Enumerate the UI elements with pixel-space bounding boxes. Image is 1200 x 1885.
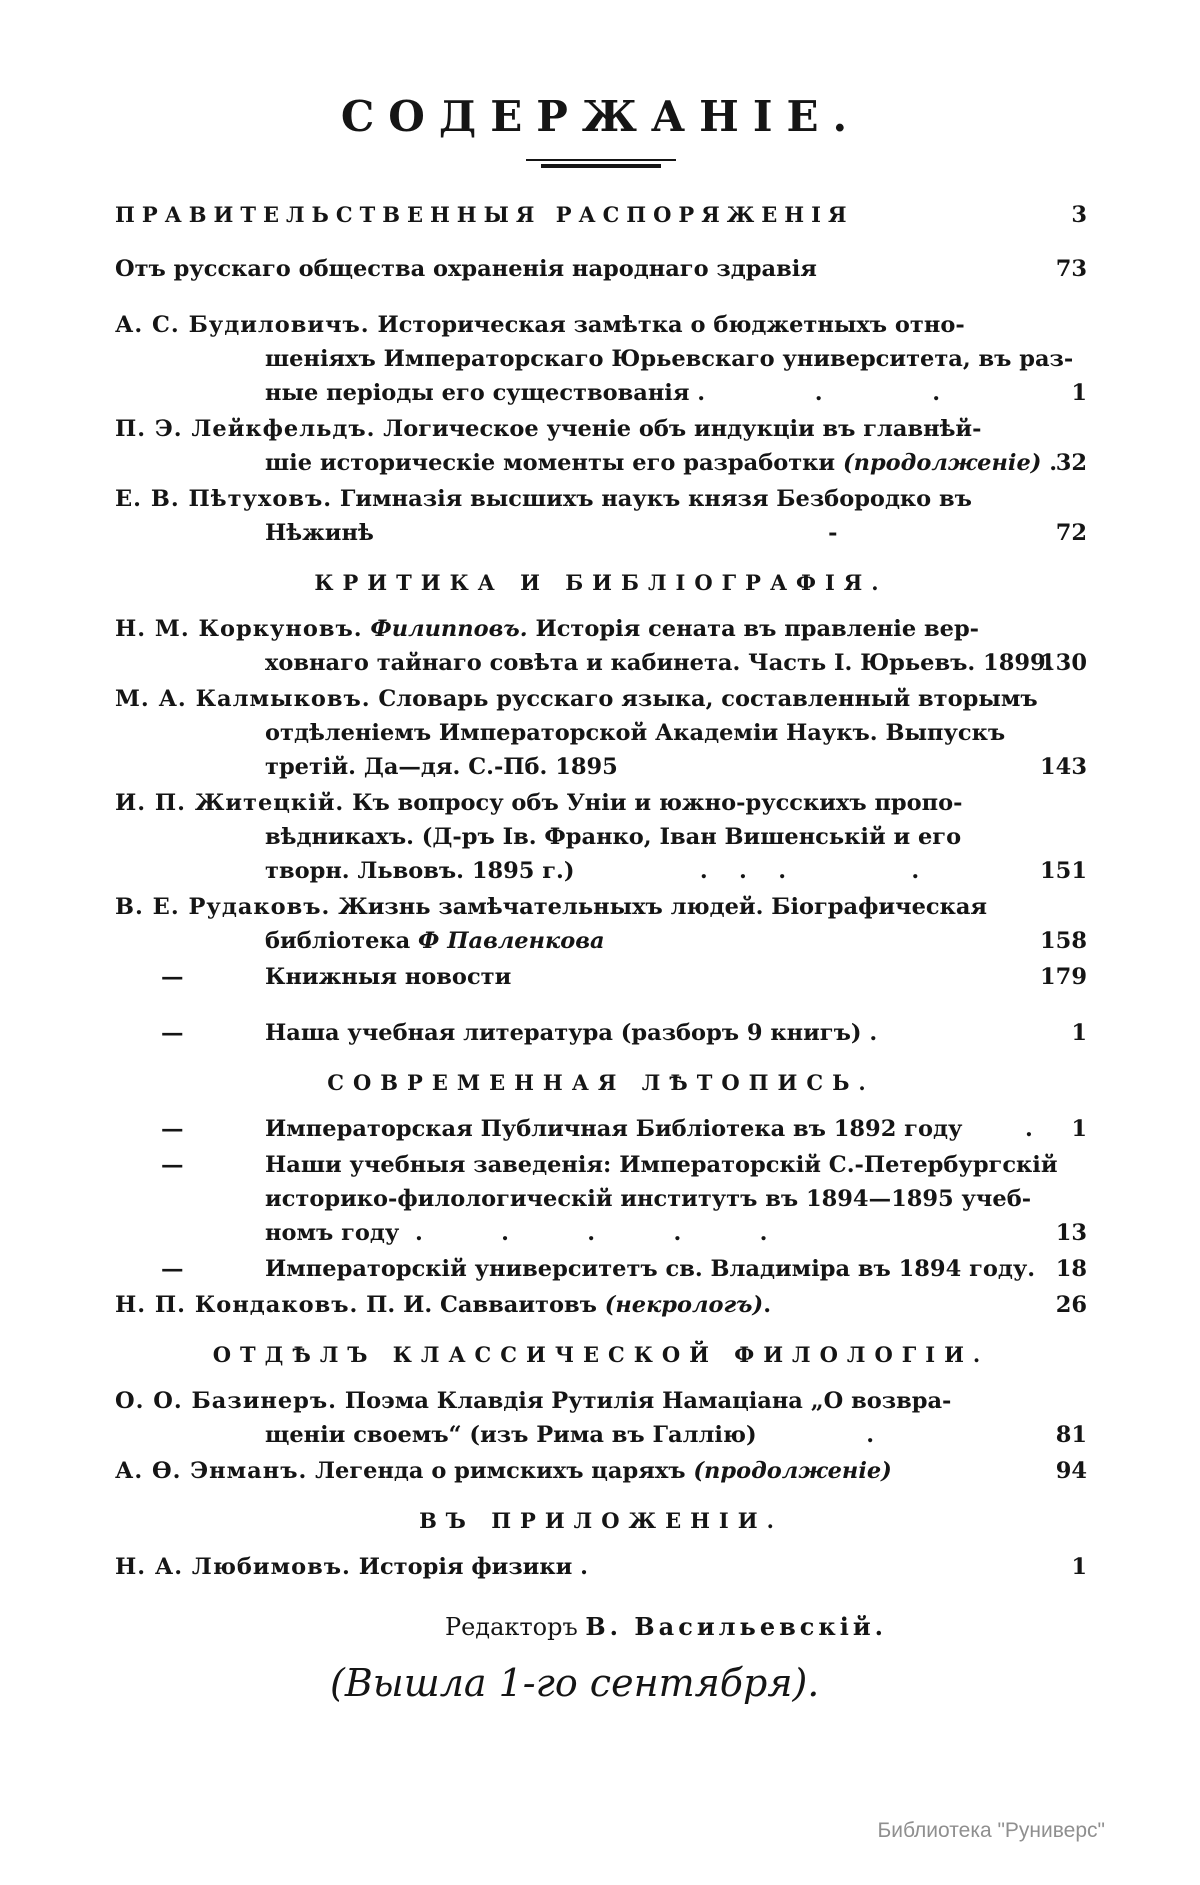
toc-line: [115, 1216, 1087, 1250]
entry-text-segment: номъ году . . . . .: [265, 1220, 768, 1246]
entry-text-segment: Отъ русскаго общества охраненія народнаго здравія: [115, 256, 817, 282]
entry-text: [115, 312, 965, 338]
toc-entry: [115, 1454, 1087, 1488]
entry-text: [115, 1020, 877, 1046]
toc-line: [115, 516, 1087, 550]
italic-text: Филипповъ.: [362, 616, 528, 642]
toc-line: [115, 1550, 1087, 1584]
entry-text: [265, 824, 961, 850]
toc-line: [115, 1252, 1087, 1286]
entry-text-segment: шіе историческіе моменты его разработки: [265, 450, 843, 476]
page-number: 179: [1040, 964, 1087, 990]
entry-text-segment: Исторія физики .: [350, 1554, 588, 1580]
title-divider: [526, 159, 676, 168]
entry-text: [115, 1152, 1058, 1178]
entry-text-segment: Поэма Клавдія Рутилія Намаціана „О возвра-: [337, 1388, 952, 1414]
toc-line: [115, 1148, 1087, 1182]
entry-text: [115, 416, 981, 442]
entry-text: [115, 790, 962, 816]
toc-entry: [115, 682, 1087, 784]
toc-entry: [115, 786, 1087, 888]
toc-entry: [115, 1112, 1087, 1146]
toc-entry: [115, 1148, 1087, 1250]
page-number: 1: [1071, 1020, 1087, 1046]
author-dash-placeholder: —: [161, 1152, 184, 1178]
table-of-contents: [115, 198, 1087, 1584]
author-name: П. Э. Лейкфельдъ.: [115, 416, 376, 442]
editor-name: В. Васильевскій.: [585, 1612, 887, 1641]
entry-text: [265, 346, 1073, 372]
author-name: О. О. Базинеръ.: [115, 1388, 337, 1414]
author-name: А. С. Будиловичъ.: [115, 312, 370, 338]
page-number: 1: [1071, 380, 1087, 406]
entry-text-segment: отдѣленіемъ Императорской Академіи Наукъ. Выпускъ: [265, 720, 1006, 746]
entry-text-segment: Наша учебная литература (разборъ 9 книгъ) .: [265, 1020, 878, 1046]
toc-entry: [115, 252, 1087, 286]
toc-entry: [115, 960, 1087, 994]
page-number: 1: [1071, 1554, 1087, 1580]
toc-line: [115, 1016, 1087, 1050]
divider-thick-rule: [541, 164, 661, 168]
toc-line: [115, 376, 1087, 410]
entry-text-segment: Гимназія высшихъ наукъ князя Безбородко въ: [332, 486, 972, 512]
section-header: СОВРЕМЕННАЯ ЛѢТОПИСЬ.: [327, 1070, 875, 1095]
toc-line: [115, 342, 1087, 376]
page-number: 32: [1055, 450, 1087, 476]
entry-text-segment: Императорскій университетъ св. Владиміра въ 1894 году.: [265, 1256, 1036, 1282]
toc-line: [115, 890, 1087, 924]
entry-text: [265, 1220, 767, 1246]
toc-entry: [115, 412, 1087, 480]
divider-thin-rule: [526, 159, 676, 161]
toc-line: [115, 1288, 1087, 1322]
toc-line: [115, 820, 1087, 854]
entry-text-segment: Наши учебныя заведенія: Императорскій С.-Петербургскій: [265, 1152, 1058, 1178]
author-name: Н. А. Любимовъ.: [115, 1554, 351, 1580]
entry-text: [265, 858, 919, 884]
entry-text: [265, 380, 940, 406]
entry-text: [265, 450, 1057, 476]
entry-text: [265, 1422, 874, 1448]
entry-text-segment: Жизнь замѣчательныхъ людей. Біографическая: [330, 894, 988, 920]
toc-entry: [115, 482, 1087, 550]
author-name: И. П. Житецкій.: [115, 790, 345, 816]
entry-text-segment: третій. Да—дя. С.-Пб. 1895: [265, 754, 618, 780]
entry-text-segment: щеніи своемъ“ (изъ Рима въ Галлію) .: [265, 1422, 875, 1448]
entry-text: [115, 894, 987, 920]
entry-text: [265, 520, 837, 546]
page-number: 3: [1071, 202, 1087, 228]
entry-text: [115, 964, 511, 990]
author-name: Н. П. Кондаковъ.: [115, 1292, 359, 1318]
author-name: В. Е. Рудаковъ.: [115, 894, 331, 920]
section-header: ВЪ ПРИЛОЖЕНІИ.: [419, 1508, 783, 1533]
library-watermark: Библиотека "Руниверс": [877, 1819, 1105, 1842]
toc-line: [115, 198, 1087, 232]
author-name: М. А. Калмыковъ.: [115, 686, 371, 712]
page-number: 18: [1055, 1256, 1087, 1282]
toc-line: [115, 924, 1087, 958]
entry-text-segment: ПРАВИТЕЛЬСТВЕННЫЯ РАСПОРЯЖЕНІЯ: [115, 202, 854, 227]
entry-text-segment: .: [1041, 450, 1058, 476]
page-number: 72: [1055, 520, 1087, 546]
italic-text: Ф Павленкова: [418, 928, 605, 954]
entry-text: [115, 486, 972, 512]
entry-text-segment: Историческая замѣтка о бюджетныхъ отно-: [369, 312, 965, 338]
toc-entry: [115, 890, 1087, 958]
page-number: 158: [1040, 928, 1087, 954]
page-number: 94: [1055, 1458, 1087, 1484]
toc-entry: [115, 308, 1087, 410]
page-number: 151: [1040, 858, 1087, 884]
entry-text-segment: Словарь русскаго языка, составленный вторымъ: [370, 686, 1038, 712]
entry-text-segment: творн. Львовъ. 1895 г.) . . . .: [265, 858, 920, 884]
toc-line: [115, 716, 1087, 750]
entry-text: [115, 616, 979, 642]
editor-label: Редакторъ: [444, 1613, 578, 1641]
entry-text: [265, 754, 618, 780]
toc-line: [115, 960, 1087, 994]
toc-line: [115, 612, 1087, 646]
toc-entry: [115, 1288, 1087, 1322]
entry-text-segment: Исторія сената въ правленіе вер-: [527, 616, 980, 642]
entry-text-segment: Логическое ученіе объ индукціи въ главнѣй-: [375, 416, 982, 442]
entry-text: [115, 1458, 892, 1484]
editor-line: [115, 1610, 1087, 1644]
toc-line: [115, 1182, 1087, 1216]
page-number: 81: [1055, 1422, 1087, 1448]
entry-text-segment: библіотека: [265, 928, 419, 954]
entry-text: [265, 650, 1054, 676]
toc-line: [115, 252, 1087, 286]
entry-text-segment: шеніяхъ Императорскаго Юрьевскаго университета, въ раз-: [265, 346, 1074, 372]
entry-text-segment: П. И. Савваитовъ: [358, 1292, 605, 1318]
toc-entry: [115, 1016, 1087, 1050]
entry-text: [115, 1292, 771, 1318]
toc-line: [115, 646, 1087, 680]
entry-text: [265, 928, 605, 954]
page-number: 143: [1040, 754, 1087, 780]
author-name: А. Ѳ. Энманъ.: [115, 1458, 308, 1484]
toc-content: [115, 0, 1087, 1708]
toc-line: [115, 1454, 1087, 1488]
entry-text-segment: Къ вопросу объ Уніи и южно-русскихъ пропо-: [344, 790, 963, 816]
toc-entry: [115, 1252, 1087, 1286]
italic-text: (продолженіе): [842, 450, 1042, 476]
toc-line: [115, 446, 1087, 480]
toc-entry: [115, 612, 1087, 680]
entry-text: [115, 202, 853, 228]
entry-text-segment: ные періоды его существованія . . .: [265, 380, 941, 406]
author-name: Е. В. Пѣтуховъ.: [115, 486, 333, 512]
toc-line: [115, 1384, 1087, 1418]
entry-text-segment: вѣдникахъ. (Д-ръ Ів. Франко, Іван Вишенській и его: [265, 824, 962, 850]
section-header: КРИТИКА И БИБЛІОГРАФІЯ.: [314, 570, 888, 595]
entry-text-segment: Легенда о римскихъ царяхъ: [307, 1458, 694, 1484]
page-title: СОДЕРЖАНІЕ.: [340, 92, 862, 141]
toc-line: [115, 308, 1087, 342]
toc-line: [115, 854, 1087, 888]
author-dash-placeholder: —: [161, 964, 184, 990]
section-header: ОТДѢЛЪ КЛАССИЧЕСКОЙ ФИЛОЛОГІИ.: [212, 1342, 990, 1367]
entry-text: [265, 720, 1005, 746]
page-number: 26: [1055, 1292, 1087, 1318]
entry-text-segment: историко-филологическій институтъ въ 1894—1895 учеб-: [265, 1186, 1032, 1212]
author-name: Н. М. Коркуновъ.: [115, 616, 363, 642]
page-number: 73: [1055, 256, 1087, 282]
entry-text-segment: Нѣжинѣ -: [265, 520, 838, 546]
author-dash-placeholder: —: [161, 1020, 184, 1046]
author-dash-placeholder: —: [161, 1256, 184, 1282]
entry-text: [115, 1554, 588, 1580]
entry-text-segment: .: [763, 1292, 772, 1318]
entry-text-segment: Императорская Публичная Библіотека въ 1892 году .: [265, 1116, 1033, 1142]
toc-line: [115, 682, 1087, 716]
page-number: 13: [1055, 1220, 1087, 1246]
entry-text-segment: ховнаго тайнаго совѣта и кабинета. Часть I. Юрьевъ. 1899.: [265, 650, 1054, 676]
toc-entry: [115, 1550, 1087, 1584]
entry-text: [265, 1186, 1031, 1212]
toc-entry: [115, 1384, 1087, 1452]
entry-text: [115, 1256, 1035, 1282]
entry-text: [115, 256, 817, 282]
toc-line: [115, 482, 1087, 516]
toc-entry: [115, 198, 1087, 232]
page-number: 130: [1040, 650, 1087, 676]
entry-text: [115, 1116, 1033, 1142]
author-dash-placeholder: —: [161, 1116, 184, 1142]
entry-text: [115, 1388, 951, 1414]
toc-line: [115, 786, 1087, 820]
toc-line: [115, 750, 1087, 784]
entry-text-segment: Книжныя новости: [265, 964, 512, 990]
toc-line: [115, 1418, 1087, 1452]
page-number: 1: [1071, 1116, 1087, 1142]
toc-line: [115, 1112, 1087, 1146]
italic-text: (некрологъ): [604, 1292, 764, 1318]
toc-line: [115, 412, 1087, 446]
italic-text: (продолженіе): [693, 1458, 892, 1484]
entry-text: [115, 686, 1038, 712]
publication-note: (Вышла 1-го сентября).: [330, 1661, 820, 1705]
